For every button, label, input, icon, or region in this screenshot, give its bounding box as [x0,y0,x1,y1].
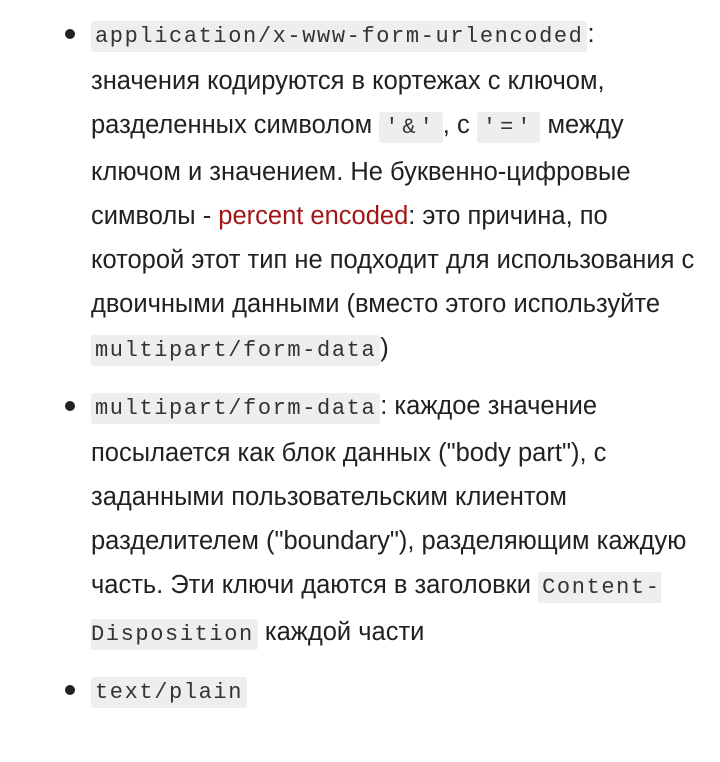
code-multipart: multipart/form-data [91,393,380,424]
list-item-text-plain [0,668,720,715]
code-equals: '=' [477,112,541,143]
item-text: : каждое значение посылается как блок данных ("body part"), с заданными пользовательским клиентом разделителем ("boundary"), разделяющим каждую часть. Эти ключи даются в заголовки [91,392,687,599]
item-text: , с [442,111,477,139]
code-content-disposition: Content-Disposition [91,572,661,650]
percent-encoded-link[interactable]: percent encoded [218,202,409,230]
item-text: ) [380,334,389,362]
code-urlencoded: application/x-www-form-urlencoded [91,21,587,52]
item-text: : значения кодируются в кортежах с ключом, разделенных символом [91,20,605,139]
item-text: между ключом и значением. Не буквенно-цифровые символы - [91,111,631,230]
item-text: : это причина, по которой этот тип не подходит для использования с двоичными данными (вместо этого используйте [91,202,695,318]
bullet-dot [65,685,75,695]
code-text-plain: text/plain [91,677,247,708]
list-item-urlencoded [0,12,720,373]
encoding-type-list [0,12,720,726]
code-multipart-inline: multipart/form-data [91,335,380,366]
bullet-dot [65,401,75,411]
bullet-dot [65,29,75,39]
code-ampersand: '&' [379,112,443,143]
item-text: каждой части [257,618,425,646]
list-item-multipart [0,384,720,657]
